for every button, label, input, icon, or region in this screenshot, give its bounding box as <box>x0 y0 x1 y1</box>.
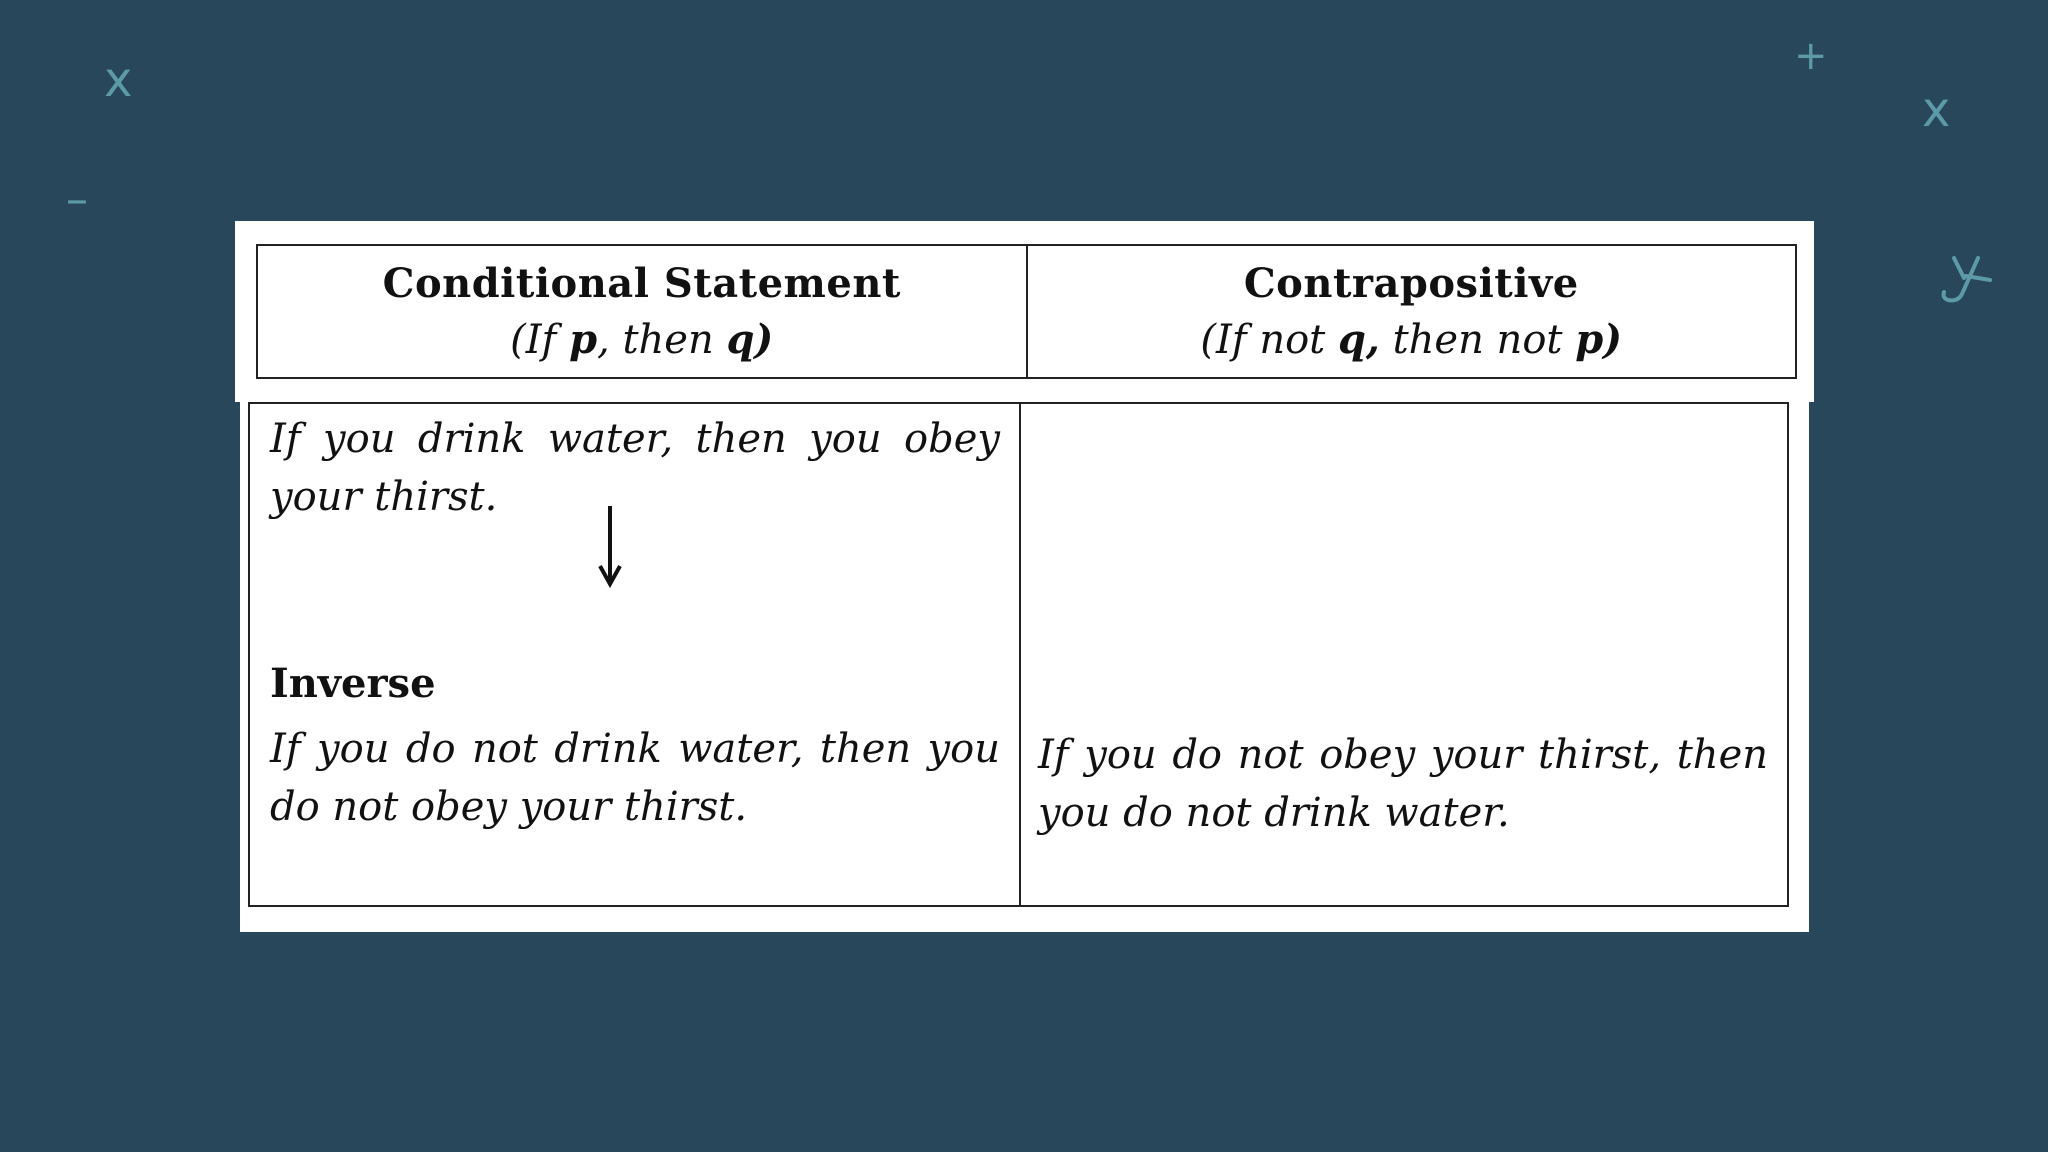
header-cell-contrapositive <box>1026 246 1796 377</box>
variable-q: q, <box>1337 316 1380 363</box>
decorative-x-symbol: x <box>104 52 133 108</box>
conditional-statement-text: If you drink water, then you obey your thirst. <box>270 416 1000 520</box>
column-divider <box>1019 404 1021 905</box>
header-title-conditional: Conditional Statement <box>382 260 901 307</box>
decorative-minus-symbol: – <box>66 174 88 225</box>
inverse-label: Inverse <box>270 660 436 707</box>
decorative-x-symbol-right: x <box>1922 82 1951 138</box>
header-subtitle-conditional <box>258 310 1026 370</box>
header-subtitle-contrapositive <box>1028 310 1796 370</box>
y-letter-icon <box>1938 254 1996 306</box>
inverse-statement-text: If you do not drink water, then you do not obey your thirst. <box>270 726 1000 830</box>
arrow-down-icon <box>598 504 622 588</box>
variable-p: p) <box>1575 316 1623 363</box>
variable-q: q) <box>726 316 774 363</box>
header-sub-part: , then <box>597 317 727 363</box>
header-table <box>256 244 1797 379</box>
header-sub-part: (If <box>510 317 570 363</box>
header-title-contrapositive: Contrapositive <box>1243 260 1579 307</box>
header-cell-conditional <box>258 246 1026 377</box>
contrapositive-statement-text: If you do not obey your thirst, then you do not drink water. <box>1038 732 1768 836</box>
header-sub-part: (If not <box>1200 317 1338 363</box>
decorative-plus-symbol: + <box>1794 33 1828 79</box>
body-table <box>248 402 1789 907</box>
variable-p: p <box>569 316 598 363</box>
header-sub-part: then not <box>1379 317 1576 363</box>
